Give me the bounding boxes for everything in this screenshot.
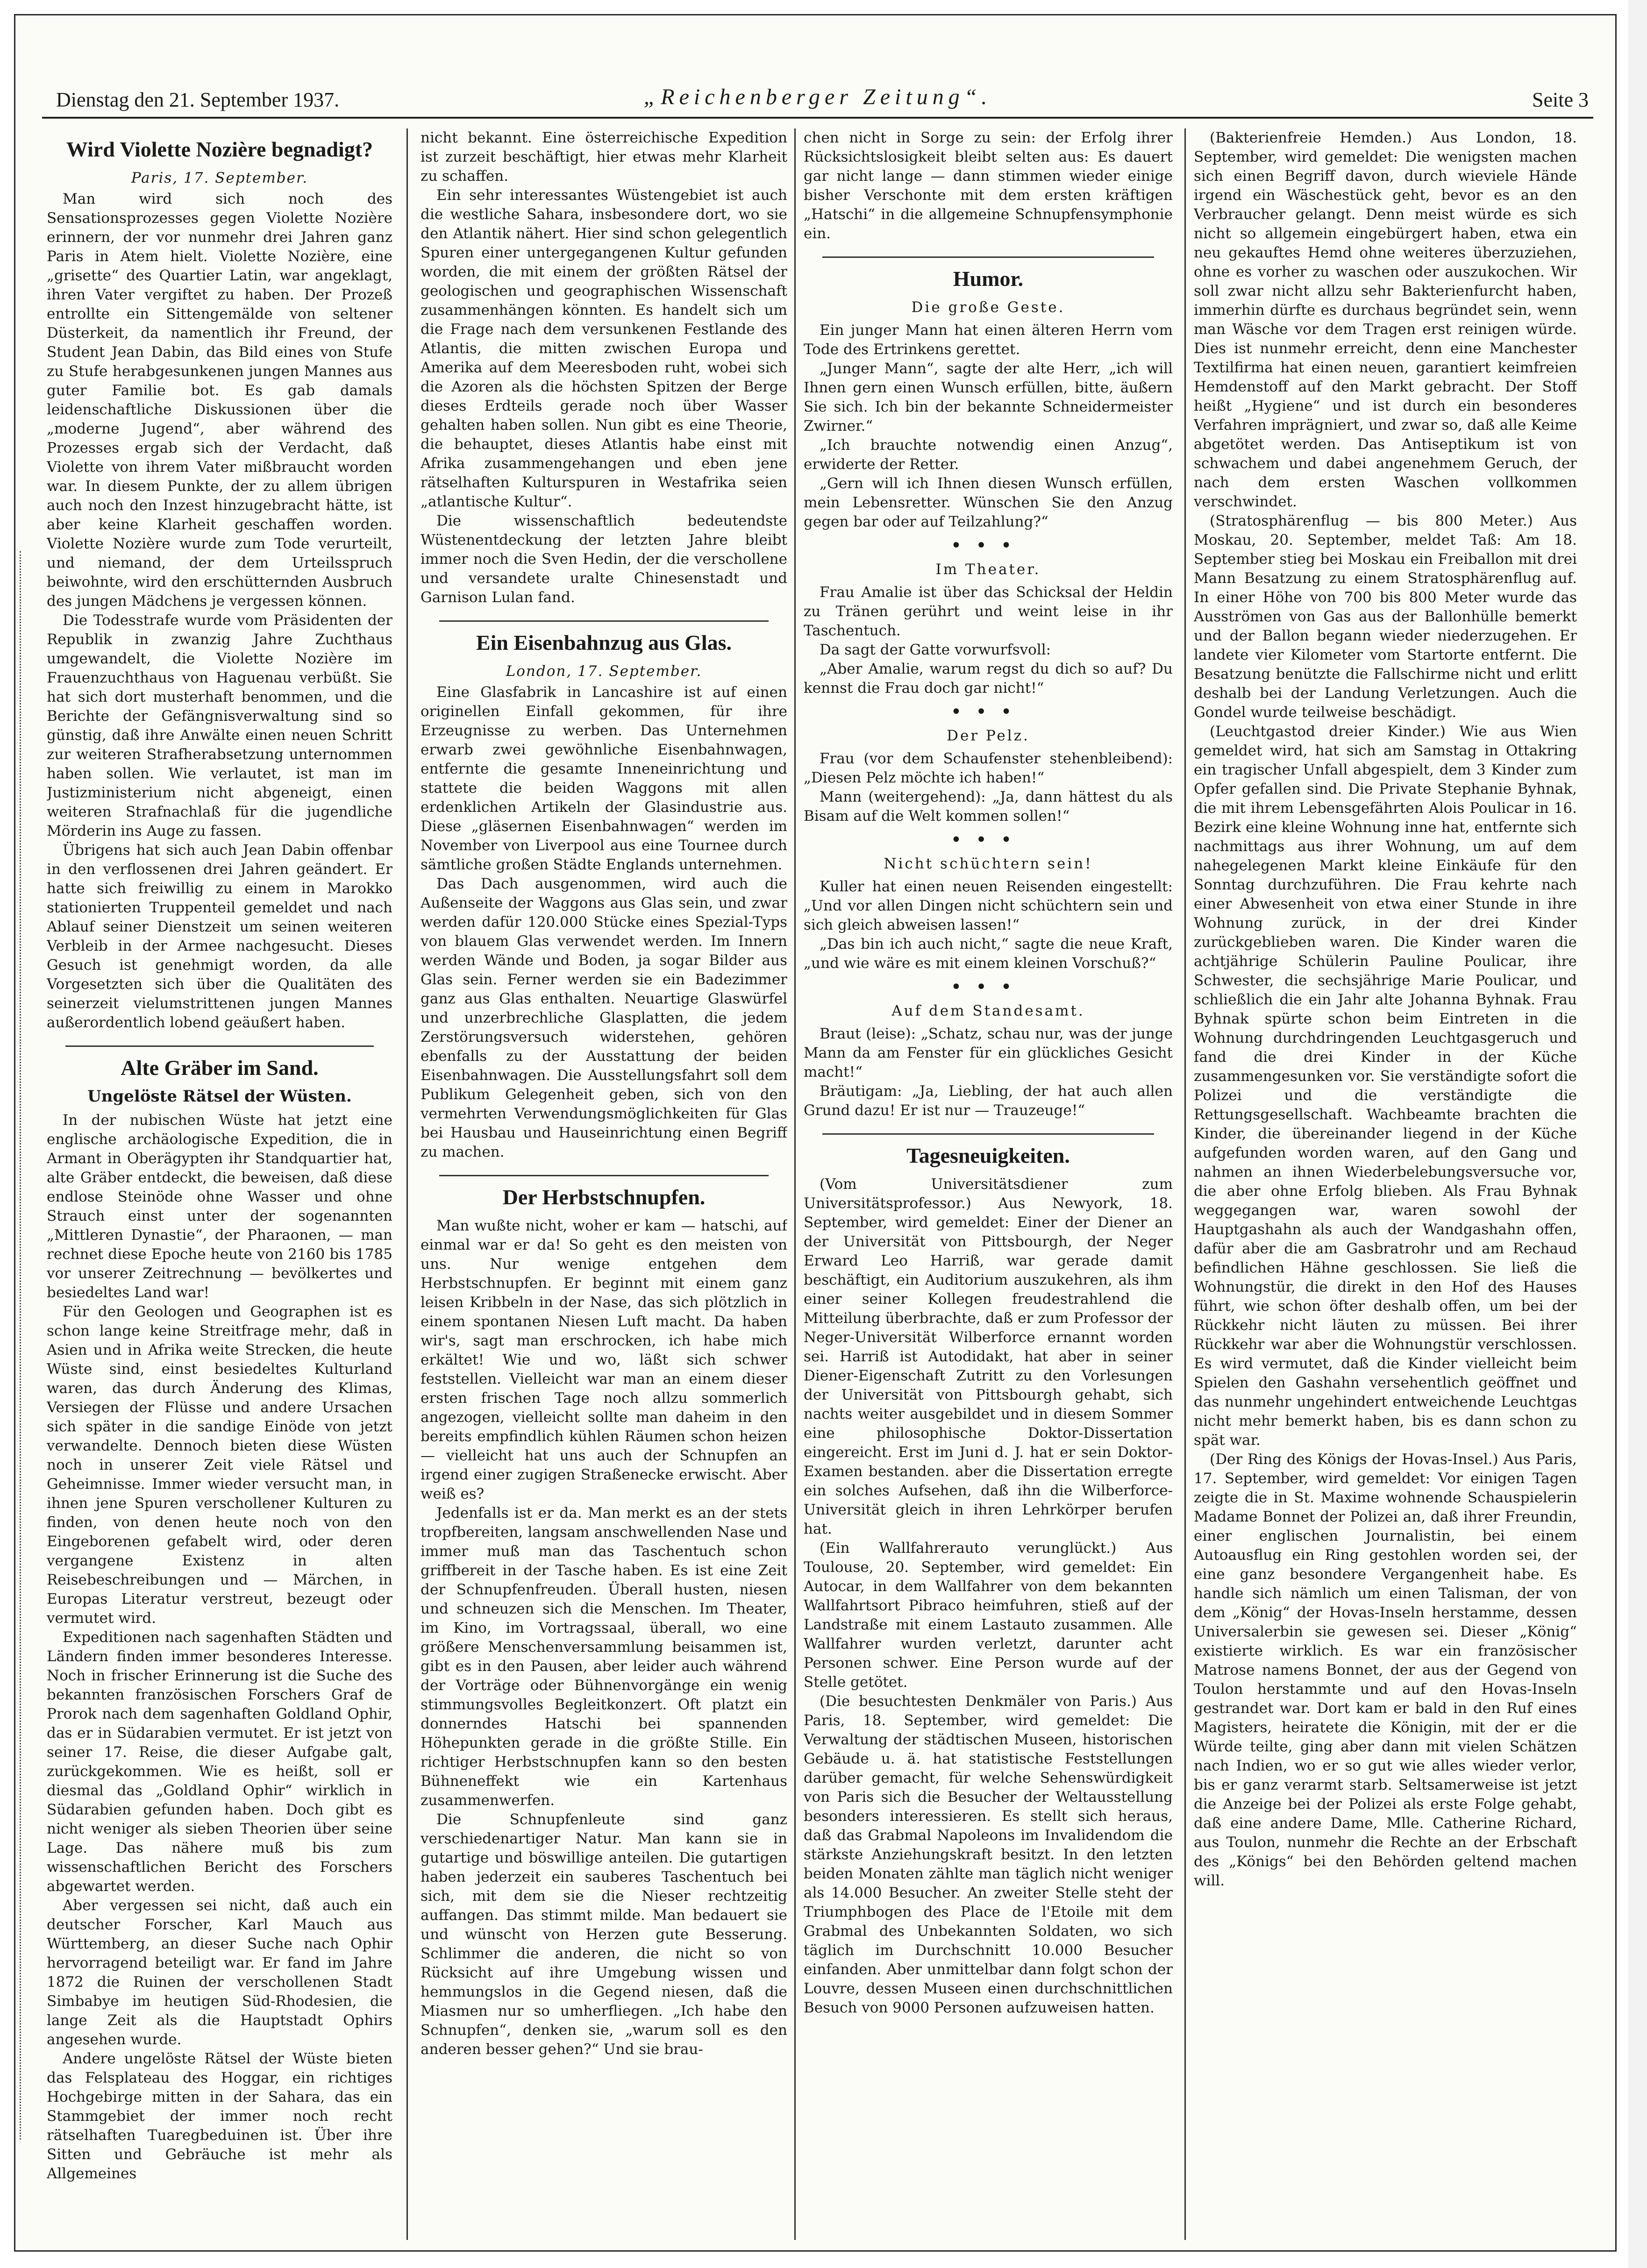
asterism: ••• [950, 535, 1026, 556]
paragraph: Ein junger Mann hat einen älteren Herrn vom Tode des Ertrinkens gerettet. [804, 322, 1173, 358]
article-headline: Wird Violette Nozière begnadigt? [66, 137, 373, 161]
separator [65, 1045, 374, 1047]
paragraph: (Vom Universitätsdiener zum Universitätsprofessor.) Aus Newyork, 18. September, wird gemeldet: Einer der Diener an der Universität von Pittsbourgh, der Neger Erward Leo Harriß, war gerade damit beschäftigt, ein Auditorium auszukehren, als ihm einer seiner Kollegen freudestrahlend die Mitteilung überbrachte, daß er zum Professor der Neger-Universität Wilberforce ernannt worden sei. Harriß ist Autodidakt, hat aber in seiner Diener-Eigenschaft Zutritt zu den Vorlesungen der Universität von Pittsbourgh gehabt, sich nachts weiter ausgebildet und in diesem Sommer eine philosophische Doktor-Dissertation eingereicht. Erst im Juni d. J. hat er sein Doktor-Examen bestanden. aber die Dissertation erregte ein solches Aufsehen, daß ihn die Wilberforce-Universität gleich in ihren Lehrkörper berufen hat. [804, 1176, 1173, 1537]
header-date: Dienstag den 21. September 1937. [56, 88, 340, 111]
column-1 [47, 128, 392, 2240]
article-headline: Alte Gräber im Sand. [121, 1056, 319, 1080]
column-rule [1184, 128, 1186, 2240]
article-headline: Der Herbstschnupfen. [502, 1185, 706, 1209]
paragraph: In der nubischen Wüste hat jetzt eine englische archäologische Expedition, die in Armant in Oberägypten ihr Standquartier hat, alte Gräber entdeckt, die beweisen, daß diese endlose Steinöde ohne Wasser und ohne Strauch einst unter der sogenannten „Mittleren Dynastie“, der Pharaonen, — man rechnet diese Epoche heute von 2160 bis 1785 vor unserer Zeitrechnung — bevölkertes und besiedeltes Land war! [47, 1112, 392, 1301]
paragraph: Mann (weitergehend): „Ja, dann hättest du als Bisam auf die Welt kommen sollen!“ [804, 789, 1173, 825]
joke-title: Auf dem Standesamt. [891, 1002, 1085, 1019]
joke-title: Im Theater. [935, 561, 1041, 578]
paragraph: „Junger Mann“, sagte der alte Herr, „ich will Ihnen gern einen Wunsch erfüllen, bitte, äußern Sie sich. Ich bin der bekannte Schneidermeister Zwirner.“ [804, 360, 1173, 434]
joke-title: Der Pelz. [947, 727, 1030, 744]
masthead: „Reichenberger Zeitung“. [643, 85, 992, 109]
separator [822, 1133, 1154, 1135]
dateline: London, 17. September. [506, 663, 702, 680]
paragraph: „Das bin ich auch nicht,“ sagte die neue Kraft, „und wie wäre es mit einem kleinen Vorschuß?“ [804, 936, 1173, 972]
paragraph: Die Todesstrafe wurde vom Präsidenten der Republik in zwanzig Jahre Zuchthaus umgewandelt, die Violette Nozière im Frauenzuchthaus von Haguenau verbüßt. Sie hat sich dort musterhaft benommen, und die Berichte der Gefängnisverwaltung sind so günstig, daß ihre Anwälte einen neuen Schritt zur weiteren Strafherabsetzung unternommen haben sollen. Wie verlautet, ist man im Justizministerium nicht abgeneigt, einen weiteren Strafnachlaß für die jugendliche Mörderin ins Auge zu fassen. [47, 612, 392, 839]
paragraph: chen nicht in Sorge zu sein: der Erfolg ihrer Rücksichtslosigkeit bleibt selten aus: Es dauert gar nicht lange — dann stimmen wieder einige bisher Verschonte mit dem ersten kräftigen „Hatschi“ in die allgemeine Schnupfensymphonie ein. [804, 129, 1173, 242]
paragraph: Frau (vor dem Schaufenster stehenbleibend): „Diesen Pelz möchte ich haben!“ [804, 750, 1173, 786]
paragraph: Die Schnupfenleute sind ganz verschiedenartiger Natur. Man kann sie in gutartige und böswillige anteilen. Die gutartigen haben jederzeit ein sauberes Taschentuch bei sich, mit dem sie die Nieser rechtzeitig auffangen. Das stimmt milde. Man bedauert sie und wünscht von Herzen gute Besserung. Schlimmer die anderen, die nicht so von Rücksicht auf ihre Umgebung wissen und hemmungslos in die Gegend niesen, daß die Miasmen nur so umherfliegen. „Ich habe den Schnupfen“, denken sie, „warum soll es den anderen besser gehen?“ Und sie brau- [421, 1811, 787, 2058]
separator [439, 620, 769, 622]
paragraph: (Die besuchtesten Denkmäler von Paris.) Aus Paris, 18. September, wird gemeldet: Die Verwaltung der städtischen Museen, historischen Gebäude u. ä. hat statistische Feststellungen darüber gemacht, für welche Sehenswürdigkeit von Paris sich die Besucher der Weltausstellung besonders interessieren. Es stellt sich heraus, daß das Grabmal Napoleons im Invalidendom die stärkste Anziehungskraft besitzt. In den letzten beiden Monaten zählte man täglich nicht weniger als 14.000 Besucher. An zweiter Stelle steht der Triumphbogen des Place de l'Etoile mit dem Grabmal des Unbekannten Soldaten, wo sich täglich im Durchschnitt 10.000 Besucher einfanden. Aber unmittelbar dann folgt schon der Louvre, dessen Museen einen durchschnittlichen Besuch von 9000 Personen aufzuweisen hatten. [804, 1693, 1173, 2016]
column-3 [804, 128, 1173, 2240]
separator [439, 1175, 769, 1176]
joke-title: Nicht schüchtern sein! [884, 855, 1093, 872]
paragraph: Jedenfalls ist er da. Man merkt es an der stets tropfbereiten, langsam anschwellenden Nase und immer muß man das Taschentuch schon griffbereit in der Tasche haben. Es ist eine Zeit der Schnupfenfreuden. Überall husten, niesen und schneuzen sich die Menschen. Im Theater, im Kino, im Vortragssaal, überall, wo eine größere Menschenversammlung beisammen ist, gibt es in den Pausen, aber leider auch während der Vorträge oder Bühnenvorgänge ein wenig stimmungsvolles Begleitkonzert. Oft platzt ein donnerndes Hatschi bei spannenden Höhepunkten gerade in die größte Stille. Ein richtiger Herbstschnupfen kann so den besten Bühneneffekt wie ein Kartenhaus zusammenwerfen. [421, 1505, 787, 1809]
paragraph: Ein sehr interessantes Wüstengebiet ist auch die westliche Sahara, insbesondere dort, wo sie den Atlantik nähert. Hier sind schon gelegentlich Spuren einer untergegangenen Kultur gefunden worden, die mit einem der größten Rätsel der geologischen und geographischen Wissenschaft zusammenhängen könnten. Es handelt sich um die Frage nach dem versunkenen Festlande des Atlantis, die mitten zwischen Europa und Amerika auf dem Meeresboden ruht, wobei sich die Azoren als die höchsten Spitzen der Berge dieses Erdteils gerade noch über Wasser gehalten haben sollen. Nun gibt es eine Theorie, die behauptet, dieses Atlantis habe einst mit Afrika zusammengehangen und eben jene rätselhaften Kulturspuren in Westafrika seien „atlantische Kultur“. [421, 187, 787, 510]
paragraph: (Der Ring des Königs der Hovas-Insel.) Aus Paris, 17. September, wird gemeldet: Vor einigen Tagen zeigte die in St. Maxime wohnende Schauspielerin Madame Bonnet der Polizei an, daß ihrer Freundin, einer englischen Journalistin, bei einem Autoausflug ein Ring gestohlen worden sei, der eine ganz besondere Vergangenheit habe. Es handle sich nämlich um einen Talisman, der von dem „König“ der Hovas-Inseln herstamme, dessen Universalerbin sie gewesen sei. Dieser „König“ existierte wirklich. Es war ein französischer Matrose namens Bonnet, der aus der Gegend von Toulon herstammte und auf den Hovas-Inseln gestrandet war. Dort kam er bald in den Ruf eines Magisters, heiratete die Königin, mit der er die Würde teilte, ging aber dann mit vielen Schätzen nach Indien, wo er so gut wie alles wieder verlor, bis er ganz verarmt starb. Seltsamerweise ist jetzt die Anzeige bei der Polizei als erste Folge gehabt, daß eine andere Dame, Mlle. Catherine Richard, aus Toulon, nunmehr die Rechte an der Erbschaft des „Königs“ bei den Behörden geltend machen will. [1194, 1451, 1577, 1889]
paragraph: Die wissenschaftlich bedeutendste Wüstenentdeckung der letzten Jahre bleibt immer noch die Sven Hedin, der die verschollene und versandete uralte Chinesenstadt und Garnison Lulan fand. [421, 512, 787, 606]
section-headline: Humor. [953, 267, 1024, 291]
paragraph: Andere ungelöste Rätsel der Wüste bieten das Felsplateau des Hoggar, ein richtiges Hochgebirge mitten in der Sahara, das ein Stammgebiet der immer noch recht rätselhaften Tuaregbeduinen ist. Über ihre Sitten und Gebräuche ist mehr als Allgemeines [47, 2050, 392, 2182]
joke-title: Die große Geste. [911, 299, 1065, 316]
paragraph: (Leuchtgastod dreier Kinder.) Wie aus Wien gemeldet wird, hat sich am Samstag in Ottakring ein tragischer Unfall abgespielt, dem 3 Kinder zum Opfer gefallen sind. Die Private Stephanie Byhnak, die mit ihrem Lebensgefährten Alois Poulicar in 16. Bezirk eine kleine Wohnung inne hat, entfernte sich nachmittags aus ihrer Wohnung, um auf dem nahegelegenen Markt kleine Einkäufe für den Sonntag durchzuführen. Die Frau kehrte nach einer Abwesenheit von etwa einer Stunde in ihre Wohnung zurück, in der drei Kinder zurückgeblieben waren. Die Kinder waren die achtjährige Schülerin Pauline Poulicar, ihre Schwester, die sechsjährige Marie Poulicar, und schließlich die ein Jahr alte Johanna Byhnak. Frau Byhnak spürte schon beim Eintreten in die Wohnung durchdringenden Leuchtgasgeruch und fand die drei Kinder in der Küche zusammengesunken vor. Sie verständigte sofort die Polizei und die verständigte die Rettungsgesellschaft. Wachbeamte brachten die Kinder, die übereinander liegend in der Küche aufgefunden worden waren, auf den Gang und nahmen an ihnen Wiederbelebungsversuche vor, die aber ohne Erfolg blieben. Als Frau Byhnak weggegangen war, waren sowohl der Hauptgashahn als auch der Wandgashahn offen, dafür aber die am Gasbratrohr und am Rechaud befindlichen Hähne geschlossen. Sie ließ die Wohnungstür, die direkt in den Hof des Hauses führt, wie schon öfter deshalb offen, um bei der Rückkehr nicht läuten zu müssen. Bei ihrer Rückkehr war aber die Wohnungstür verschlossen. Es wird vermutet, daß die Kinder vielleicht beim Spielen den Gashahn versehentlich geöffnet und das nunmehr ungehindert entweichende Leuchtgas nicht mehr bemerkt haben, bis es dann schon zu spät war. [1194, 723, 1577, 1449]
asterism: ••• [950, 829, 1026, 851]
paragraph: Übrigens hat sich auch Jean Dabin offenbar in den verflossenen drei Jahren geändert. Er hatte sich freiwillig zu einem in Marokko stationierten Truppenteil gemeldet und nach Ablauf seiner Dienstzeit um seinen weiteren Verbleib in der Armee nachgesucht. Dieses Gesuch ist genehmigt worden, da alle Vorgesetzten sich über die Qualitäten des seinerzeit vielumstrittenen jungen Mannes außerordentlich lobend geäußert haben. [47, 842, 392, 1031]
paragraph: Das Dach ausgenommen, wird auch die Außenseite der Waggons aus Glas sein, und zwar werden dafür 120.000 Stücke eines Spezial-Typs von blauem Glas verwendet werden. Im Innern werden Wände und Boden, ja sogar Bilder aus Glas sein. Ferner werden sie ein Badezimmer ganz aus Glas enthalten. Neuartige Glaswürfel und unzerbrechliche Glasplatten, die jedem Zerstörungsversuch widerstehen, gehören ebenfalls zu der Ausstattung der beiden Eisenbahnwagen. Die Ausstellungsfahrt soll dem Publikum Gelegenheit geben, sich von den vermehrten Verwendungsmöglichkeiten für Glas bei Hausbau und Hauseinrichtung einen Begriff zu machen. [421, 875, 787, 1160]
paragraph: Man wird sich noch des Sensationsprozesses gegen Violette Nozière erinnern, der vor nunmehr drei Jahren ganz Paris in Atem hielt. Violette Nozière, eine „grisette“ des Quartier Latin, war angeklagt, ihren Vater vergiftet zu haben. Der Prozeß entrollte ein Sittengemälde von seltener Düsterkeit, da namentlich ihr Freund, der Student Jean Dabin, das Bild eines von Stufe zu Stufe herabgesunkenen jungen Mannes aus guter Familie bot. Es gab damals leidenschaftliche Diskussionen über die „moderne Jugend“, aber während des Prozesses ergab sich der Verdacht, daß Violette von ihrem Vater mißbraucht worden war. In diesem Punkte, der zu allem übrigen auch noch den Inzest hinzugebracht hätte, ist aber keine Klarheit geschaffen worden. Violette Nozière wurde zum Tode verurteilt, und niemand, der dem Urteilsspruch beiwohnte, wird den erschütternden Ausbruch des jungen Mädchens je vergessen können. [47, 191, 392, 610]
page-header [42, 84, 1593, 119]
scan-edge [1628, 0, 1647, 2268]
paragraph: Bräutigam: „Ja, Liebling, der hat auch allen Grund dazu! Er ist nur — Trauzeuge!“ [804, 1083, 1173, 1119]
paragraph: Expeditionen nach sagenhaften Städten und Ländern finden immer besonderes Interesse. Noch in frischer Erinnerung ist die Suche des bekannten französischen Forschers Graf de Prorok nach dem sagenhaften Goldland Ophir, das er in Südarabien vermutet. Er ist jetzt von seiner 17. Reise, die dieser Aufgabe galt, zurückgekommen. Wie es heißt, soll er diesmal das „Goldland Ophir“ wirklich in Südarabien gefunden haben. Doch gibt es nicht weniger als sieben Theorien über seine Lage. Das nähere muß bis zum wissenschaftlichen Bericht des Forschers abgewartet werden. [47, 1629, 392, 1895]
article-subheadline: Ungelöste Rätsel der Wüsten. [87, 1087, 352, 1106]
article-headline: Ein Eisenbahnzug aus Glas. [476, 631, 732, 654]
paragraph: (Stratosphärenflug — bis 800 Meter.) Aus Moskau, 20. September, meldet Taß: Am 18. September stieg bei Moskau ein Freiballon mit drei Mann Besatzung zu einem Stratosphärenflug auf. In einer Höhe von 700 bis 800 Meter wurde das Ausströmen von Gas aus der Ballonhülle bemerkt und der Ballon begann wieder niederzugehen. Er landete vier Kilometer vom Startorte entfernt. Die Besatzung benützte die Fallschirme nicht und erlitt deshalb bei der Landung Verletzungen. Auch die Gondel wurde teilweise beschädigt. [1194, 512, 1577, 721]
column-rule [406, 128, 408, 2240]
dateline: Paris, 17. September. [131, 170, 308, 186]
paragraph: (Bakterienfreie Hemden.) Aus London, 18. September, wird gemeldet: Die wenigsten machen sich einen Begriff davon, durch wieviele Hände irgend ein Wäschestück geht, bevor es an den Verbraucher gelangt. Denn meist würde es sich nicht so allgemein eingebürgert haben, etwa ein neu gekauftes Hemd ohne weiteres überzuziehen, ohne es vorher zu waschen oder auszukochen. Wir soll zwar nicht allzu sehr Bakterienfurcht haben, immerhin dürfte es durchaus begründet sein, wenn man Wäsche vor dem Tragen erst reinigen würde. Dies ist nunmehr erreicht, denn eine Manchester Textilfirma hat einen neuen, garantiert keimfreien Hemdenstoff auf den Markt gebracht. Der Stoff heißt „Hygiene“ und ist durch ein besonderes Verfahren imprägniert, und zwar so, daß alle Keime abgetötet werden. Das Antiseptikum ist von schwachem und dabei angenehmem Geruch, der nach dem ersten Waschen vollkommen verschwindet. [1194, 129, 1577, 510]
column-4 [1194, 128, 1577, 2240]
separator [822, 256, 1154, 258]
paragraph: (Ein Wallfahrerauto verunglückt.) Aus Toulouse, 20. September, wird gemeldet: Ein Autocar, in dem Wallfahrer von dem bekannten Wallfahrtsort Pibraco heimfuhren, stieß auf der Landstraße mit einem Lastauto zusammen. Alle Wallfahrer wurden verletzt, darunter acht Personen schwer. Eine Person wurde auf der Stelle getötet. [804, 1540, 1173, 1691]
paragraph: nicht bekannt. Eine österreichische Expedition ist zurzeit beschäftigt, hier etwas mehr Klarheit zu schaffen. [421, 129, 787, 185]
paragraph: Da sagt der Gatte vorwurfsvoll: [820, 641, 1051, 658]
asterism: ••• [950, 701, 1026, 723]
paragraph: Eine Glasfabrik in Lancashire ist auf einen originellen Einfall gekommen, für ihre Erzeugnisse zu werben. Das Unternehmen erwarb zwei gewöhnliche Eisenbahnwagen, entfernte die gesamte Inneneinrichtung und stattete die beiden Waggons mit allen erdenklichen Artikeln der Glasindustrie aus. Diese „gläsernen Eisenbahnwagen“ werden im November von Liverpool aus eine Tournee durch sämtliche großen Städte Englands unternehmen. [421, 684, 787, 873]
column-rule [794, 128, 796, 2240]
paragraph: Frau Amalie ist über das Schicksal der Heldin zu Tränen gerührt und weint leise in ihr Taschentuch. [804, 584, 1173, 639]
paragraph: „Aber Amalie, warum regst du dich so auf? Du kennst die Frau doch gar nicht!“ [804, 661, 1173, 697]
asterism: ••• [950, 976, 1026, 998]
paragraph: Aber vergessen sei nicht, daß auch ein deutscher Forscher, Karl Mauch aus Württemberg, an dieser Suche nach Ophir hervorragend beteiligt war. Er fand im Jahre 1872 die Ruinen der verschollenen Stadt Simbabye im heutigen Süd-Rhodesien, die lange Zeit als die Hauptstadt Ophirs angesehen wurde. [47, 1897, 392, 2048]
paragraph: Kuller hat einen neuen Reisenden eingestellt: „Und vor allen Dingen nicht schüchtern sein und sich gleich abweisen lassen!“ [804, 878, 1173, 933]
paragraph: Für den Geologen und Geographen ist es schon lange keine Streitfrage mehr, daß in Asien und in Afrika weite Strecken, die heute Wüste sind, einst besiedeltes Kulturland waren, das durch Änderung des Klimas, Versiegen der Flüsse und andere Ursachen sich später in die sandige Einöde von jetzt verwandelte. Dennoch bieten diese Wüsten noch in unserer Zeit viele Rätsel und Geheimnisse. Immer wieder versucht man, in ihnen jene Spuren verschollener Kulturen zu finden, von denen heute noch von den Eingeborenen gefabelt wird, oder deren vergangene Existenz in alten Reisebeschreibungen und — Märchen, in Europas Literatur verstreut, bezeugt oder vermutet wird. [47, 1303, 392, 1627]
left-margin-dots [14, 551, 21, 2140]
paragraph: „Ich brauchte notwendig einen Anzug“, erwiderte der Retter. [804, 437, 1173, 473]
paragraph: Man wußte nicht, woher er kam — hatschi, auf einmal war er da! So geht es den meisten von uns. Nur wenige entgehen dem Herbstschnupfen. Er beginnt mit einem ganz leisen Kribbeln in der Nase, das sich plötzlich in einem spontanen Niesen Luft macht. Da haben wir's, sagt man erschrocken, ich habe mich erkältet! Wie und wo, läßt sich schwer feststellen. Vielleicht war man an einem dieser ersten frischen Tage noch allzu sommerlich angezogen, vielleicht sollte man daheim in den bereits empfindlich kühlen Räumen schon heizen — vielleicht hat uns auch der Schnupfen an irgend einer zugigen Straßenecke erwischt. Aber weiß es? [421, 1217, 787, 1502]
column-2 [421, 128, 787, 2240]
paragraph: Braut (leise): „Schatz, schau nur, was der junge Mann da am Fenster für ein glückliches Gesicht macht!“ [804, 1025, 1173, 1081]
paragraph: „Gern will ich Ihnen diesen Wunsch erfüllen, mein Lebensretter. Wünschen Sie den Anzug gegen bar oder auf Teilzahlung?“ [804, 475, 1173, 530]
page-number: Seite 3 [1532, 88, 1589, 111]
section-headline: Tagesneuigkeiten. [906, 1144, 1070, 1167]
